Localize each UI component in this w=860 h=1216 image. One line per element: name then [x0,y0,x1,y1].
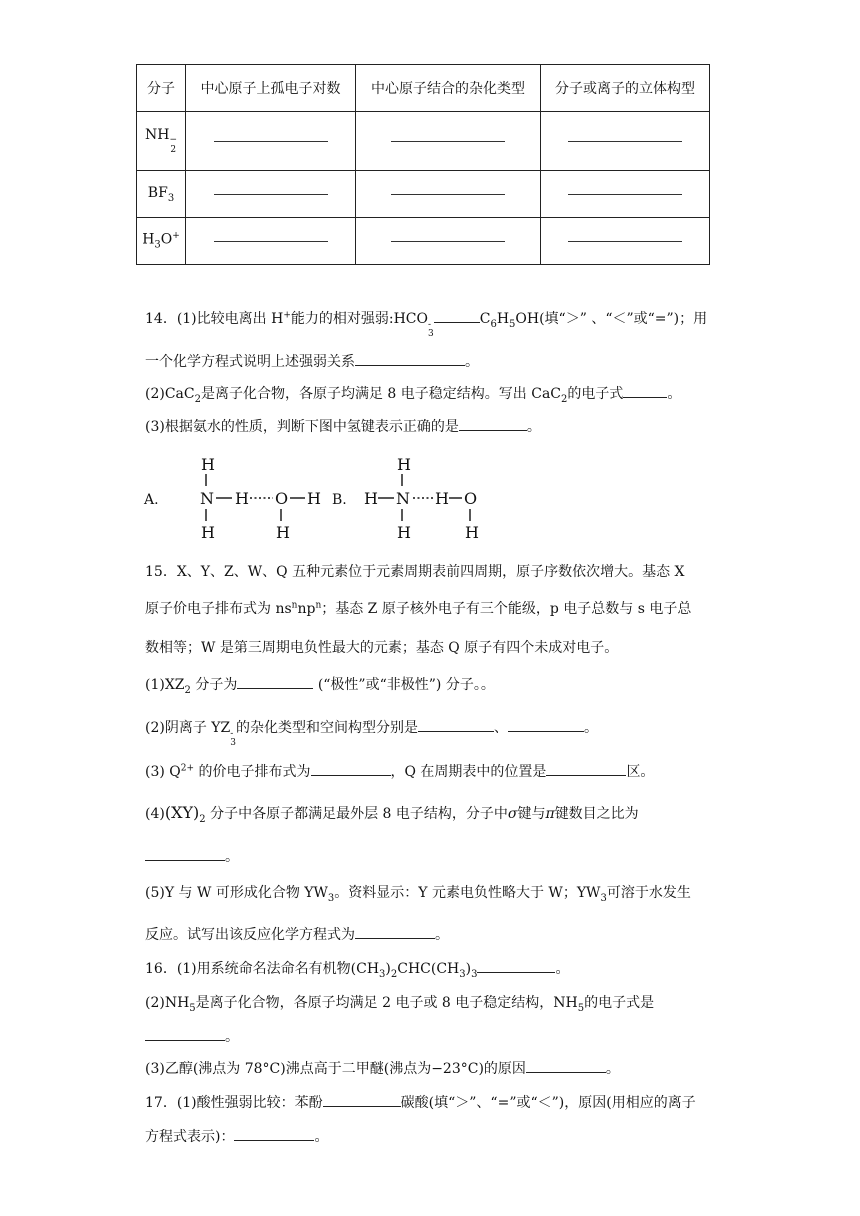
q15-line-2 [145,598,691,618]
sub: 6 [490,318,497,330]
answer-blank[interactable] [623,385,667,398]
answer-blank[interactable] [546,763,626,776]
q17-line-1 [145,1092,696,1112]
answer-blank[interactable] [311,763,391,776]
text: 可溶于水发生 [606,885,691,901]
text: 。 [225,849,239,865]
hybridization-table [136,64,710,265]
text: ) [465,961,472,977]
sub: 5 [577,1002,585,1014]
answer-blank[interactable] [323,1094,401,1107]
text: OH(填“＞” 、“＜”或“=”)；用 [515,311,708,327]
text: 。 [314,1129,329,1145]
answer-blank[interactable] [541,112,710,171]
q14-line-4 [145,416,541,436]
option-b-label: B. [332,492,347,508]
answer-blank[interactable] [541,218,710,265]
atom-h: H [397,455,411,474]
text: 的电子式是 [584,995,655,1011]
text: (3) Q [145,764,181,780]
atom-h: H [364,489,378,508]
text: 分子为 [195,677,238,693]
q14-line-3 [145,383,681,405]
table-header-cell: 分子或离子的立体构型 [541,65,710,112]
text: 的价电子排布式为 [198,764,311,780]
q16-line-3 [145,1026,239,1046]
atom-h: H [397,523,411,542]
text: 一个化学方程式说明上述强弱关系 [145,354,355,370]
sub: 2 [390,968,398,980]
text: 14．(1)比较电离出 H [145,311,284,327]
text: ) [385,961,391,977]
atom-o: O [275,489,289,508]
formula-text: NH [144,127,170,143]
q15-part-5 [145,882,691,904]
atom-n: N [396,489,410,508]
q15-part-1 [145,674,495,696]
sub: 5 [509,318,516,330]
text: 。 [555,961,570,977]
text: 17．(1)酸性强弱比较：苯酚 [145,1095,323,1111]
formula-sup: + [172,231,180,242]
text: 分子中各原子都满足最外层 8 电子结构，分子中 [210,806,508,822]
text: 。 [584,720,598,736]
q15-part-2 [145,717,598,748]
text: (2)CaC [145,386,195,402]
text: 。 [465,354,479,370]
answer-blank[interactable] [186,171,356,218]
sub: 3 [327,892,335,904]
answer-blank[interactable] [145,848,225,861]
text: 原子价电子排布式为 ns [145,601,292,617]
sub: 3 [230,738,236,748]
text: (2)阴离子 YZ [145,720,231,736]
sub: 3 [459,968,466,980]
text: 的杂化类型和空间构型分别是 [236,720,418,736]
text: (5)Y 与 W 可形成化合物 YW [145,885,328,901]
answer-blank[interactable] [356,171,541,218]
q15-part-4-cont [145,846,239,866]
q15-part-3 [145,761,654,781]
answer-blank[interactable] [355,926,435,939]
text: ；基态 Z 原子核外电子有三个能级，p 电子总数与 s 电子总 [321,601,692,617]
text: 。 [435,927,449,943]
table-header-cell: 中心原子上孤电子对数 [186,65,356,112]
sub: 3 [427,329,434,339]
text: (“极性”或“非极性”) 分子。。 [317,677,495,693]
formula-text: H [142,231,155,248]
text: 。 [605,1061,620,1077]
text: (3)根据氨水的性质，判断下图中氢键表示正确的是 [145,419,459,435]
text: (2)NH [145,995,190,1011]
text: 16．(1)用系统命名法命名有机物(CH [145,961,380,977]
text: 键数目之比为 [554,806,639,822]
sub: 2 [194,393,201,405]
answer-blank[interactable] [186,218,356,265]
atom-h: H [465,523,479,542]
text: ，Q 在周期表中的位置是 [390,764,547,780]
hydrogen-bond-structures [140,452,500,544]
sup: 2+ [180,763,195,774]
pi-symbol: π [545,806,555,822]
atom-h: H [201,455,215,474]
table-header-row [137,65,710,112]
sup: - [427,320,432,330]
sub: 3 [600,892,607,904]
answer-blank[interactable] [355,353,465,366]
q16-line-4 [145,1058,620,1078]
atom-n: N [200,489,214,508]
text: 。资料显示：Y 元素电负性略大于 W；YW [334,885,601,901]
text: 是离子化合物，各原子均满足 2 电子或 8 电子稳定结构，NH [195,995,578,1011]
table-row [137,171,710,218]
sup: - [230,729,234,739]
answer-blank[interactable] [418,719,494,732]
text: 数相等；W 是第三周期电负性最大的元素；基态 Q 原子有四个未成对电子。 [145,640,619,656]
q15-line-1 [145,561,684,581]
q16-line-1 [145,958,569,980]
atom-o: O [464,489,478,508]
atom-h: H [235,489,249,508]
formula-sub: 3 [167,192,175,204]
sup: n [315,600,322,611]
sub: 2 [561,393,568,405]
sup: + [283,310,291,321]
table-row [137,112,710,171]
text: 。 [526,419,541,435]
text: 。 [225,1029,239,1045]
formula-sup: − [169,135,177,145]
answer-blank[interactable] [237,676,313,689]
table-header-cell: 中心原子结合的杂化类型 [356,65,541,112]
answer-blank[interactable] [477,960,555,973]
text: (1)XZ [145,677,185,693]
sigma-symbol: σ [507,806,518,822]
row-label-nh2 [137,112,186,171]
answer-blank[interactable] [434,310,480,323]
text: C [479,311,491,327]
text: 区。 [626,764,655,780]
text: 、 [494,720,508,736]
option-a-label: A. [144,492,159,508]
text: 碳酸(填“＞”、“=”或“＜”)，原因(用相应的离子 [400,1095,696,1111]
sub: 2 [199,813,206,825]
text: 能力的相对强弱:HCO [290,311,428,327]
atom-h: H [435,489,449,508]
answer-blank[interactable] [356,112,541,171]
text: 是离子化合物，各原子均满足 8 电子稳定结构。写出 CaC [200,386,562,402]
formula-sub: 2 [170,145,177,155]
sub: 3 [471,968,478,980]
q14-line-1 [145,308,707,339]
table-row [137,218,710,265]
text: 的电子式 [567,386,624,402]
formula-text: BF [147,184,168,201]
text: (3)乙醇(沸点为 78°C)沸点高于二甲醚(沸点为−23°C)的原因 [145,1061,526,1077]
formula-text: (XY) [164,803,200,822]
row-label-bf3 [137,171,186,218]
text: np [297,601,316,617]
text: 方程式表示)： [145,1129,235,1145]
q17-line-2 [145,1126,328,1146]
text: (4) [145,806,165,822]
sub: 5 [189,1002,196,1014]
atom-h: H [276,523,290,542]
text: CHC(CH [397,961,460,977]
text: 15．X、Y、Z、W、Q 五种元素位于元素周期表前四周期，原子序数依次增大。基态 X [145,564,685,580]
answer-blank[interactable] [234,1128,314,1141]
sub: 3 [379,968,386,980]
q15-part-4 [145,803,639,825]
answer-blank[interactable] [145,1028,225,1041]
text: 键与 [517,806,546,822]
q15-part-5-cont [145,924,449,944]
answer-blank[interactable] [186,112,356,171]
text: 反应。试写出该反应化学方程式为 [145,927,355,943]
sub: 2 [184,684,191,696]
q14-line-2 [145,351,479,371]
formula-sub: 3 [154,239,161,251]
sup: n [291,600,298,611]
q16-line-2 [145,992,654,1014]
table-header-cell: 分子 [137,65,186,112]
q15-line-3 [145,637,618,657]
answer-blank[interactable] [541,171,710,218]
text: H [496,311,510,327]
formula-text: O [160,231,173,248]
answer-blank[interactable] [459,418,527,431]
atom-h: H [307,489,321,508]
answer-blank[interactable] [508,719,584,732]
row-label-h3o [137,218,186,265]
text: 。 [667,386,682,402]
answer-blank[interactable] [356,218,541,265]
atom-h: H [201,523,215,542]
answer-blank[interactable] [526,1060,606,1073]
